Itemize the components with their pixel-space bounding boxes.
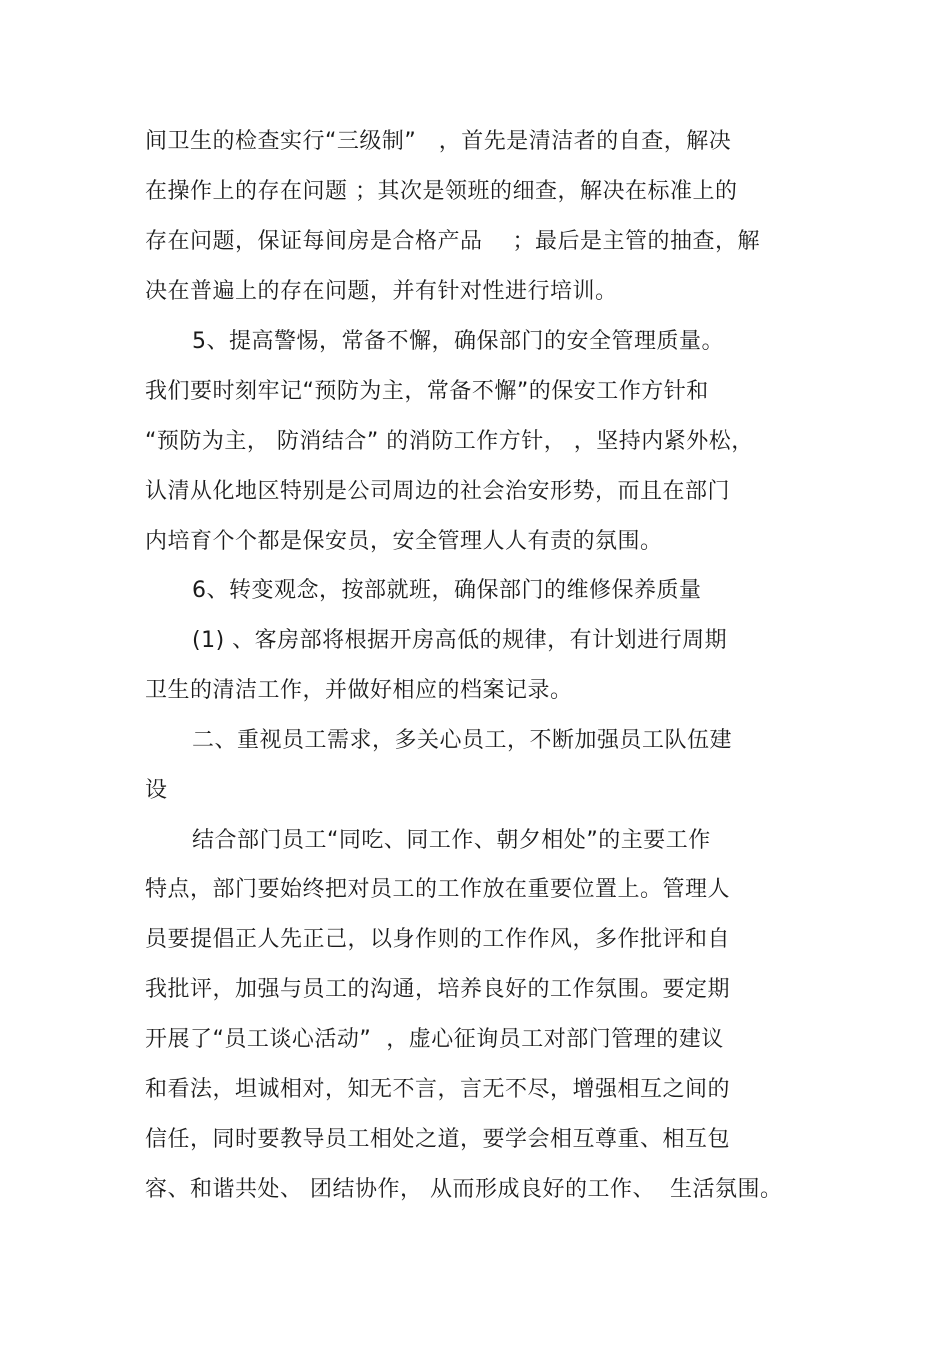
text-line: 认清从化地区特别是公司周边的社会治安形势，而且在部门: [145, 479, 731, 504]
text-line: 特点，部门要始终把对员工的工作放在重要位置上。管理人: [145, 877, 731, 902]
text-line: 结合部门员工“同吃、同工作、朝夕相处”的主要工作: [192, 828, 711, 853]
text-line: 5、提高警惕，常备不懈，确保部门的安全管理质量。: [192, 329, 724, 354]
text-line: 存在问题，保证每间房是合格产品 ；最后是主管的抽查，解: [145, 229, 760, 254]
text-line: (1) 、客房部将根据开房高低的规律，有计划进行周期: [192, 628, 728, 653]
text-line: 在操作上的存在问题 ；其次是领班的细查，解决在标准上的: [145, 179, 738, 204]
text-line: 我批评，加强与员工的沟通，培养良好的工作氛围。要定期: [145, 977, 731, 1002]
text-line: 容、和谐共处、 团结协作， 从而形成良好的工作、 生活氛围。: [145, 1177, 783, 1202]
text-line: 6、转变观念，按部就班，确保部门的维修保养质量: [192, 578, 702, 603]
text-line: 信任，同时要教导员工相处之道，要学会相互尊重、相互包: [145, 1127, 731, 1152]
text-line: 卫生的清洁工作，并做好相应的档案记录。: [145, 678, 573, 703]
text-line: 我们要时刻牢记“预防为主，常备不懈”的保安工作方针和: [145, 379, 709, 404]
text-line: 内培育个个都是保安员，安全管理人人有责的氛围。: [145, 529, 663, 554]
text-line: 决在普遍上的存在问题，并有针对性进行培训。: [145, 279, 618, 304]
text-line: “预防为主， 防消结合” 的消防工作方针， ，坚持内紧外松，: [145, 429, 754, 454]
text-line: 间卫生的检查实行“三级制” ，首先是清洁者的自查，解决: [145, 129, 732, 154]
section-heading: 设: [145, 778, 168, 803]
text-line: 员要提倡正人先正己，以身作则的工作作风，多作批评和自: [145, 927, 731, 952]
text-line: 和看法，坦诚相对，知无不言，言无不尽，增强相互之间的: [145, 1077, 731, 1102]
text-line: 开展了“员工谈心活动” ，虚心征询员工对部门管理的建议: [145, 1027, 724, 1052]
section-heading: 二、重视员工需求，多关心员工，不断加强员工队伍建: [192, 728, 733, 753]
